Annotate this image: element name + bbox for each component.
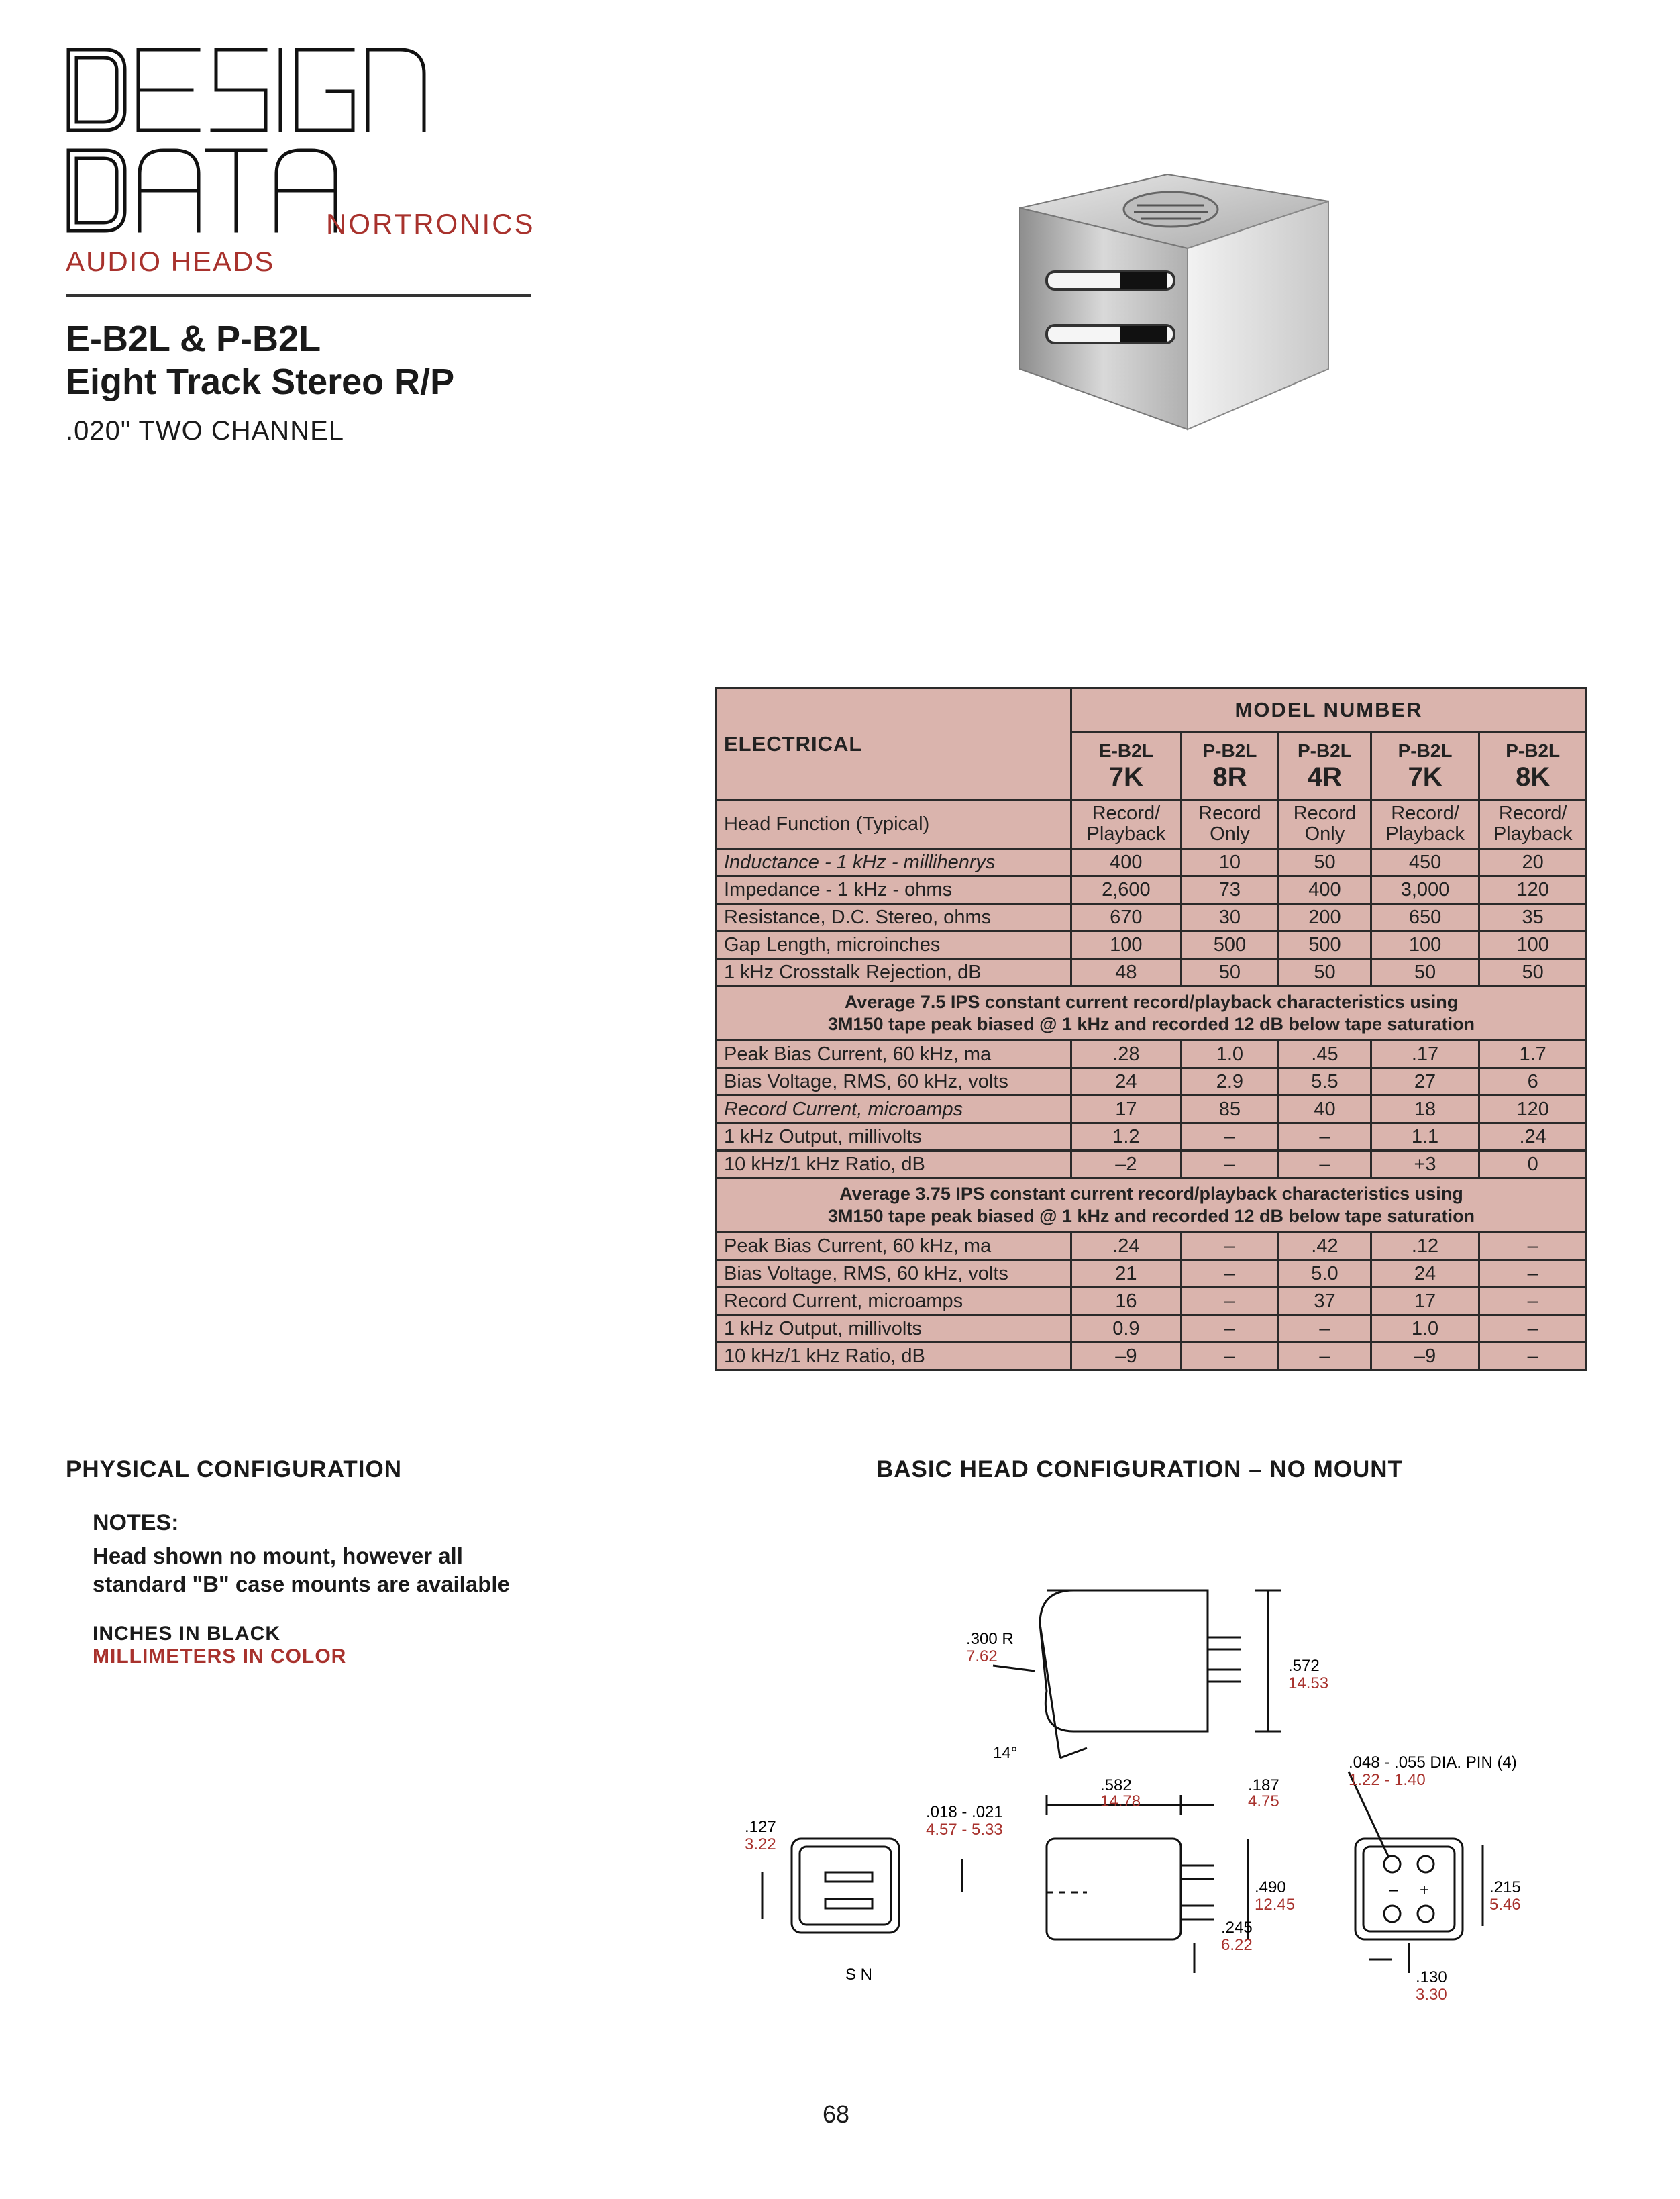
table-row: Inductance - 1 kHz - millihenrys 400 10 50 450 20 bbox=[717, 849, 1587, 876]
basic-config-title: BASIC HEAD CONFIGURATION – NO MOUNT bbox=[876, 1456, 1403, 1482]
table-row: Resistance, D.C. Stereo, ohms 670 30 200 650 35 bbox=[717, 904, 1587, 931]
svg-text:14.53: 14.53 bbox=[1288, 1674, 1329, 1692]
svg-text:.245: .245 bbox=[1221, 1919, 1253, 1937]
svg-text:7.62: 7.62 bbox=[966, 1647, 998, 1666]
section-note-375ips: Average 3.75 IPS constant current record/playback characteristics using 3M150 tape peak biased @ 1 kHz and recorded 12 dB below tape saturation bbox=[717, 1178, 1587, 1233]
svg-text:+: + bbox=[1420, 1881, 1430, 1899]
svg-text:–: – bbox=[1389, 1881, 1398, 1899]
units-mm-label: MILLIMETERS IN COLOR bbox=[93, 1645, 347, 1668]
svg-text:12.45: 12.45 bbox=[1255, 1896, 1296, 1914]
svg-text:3.30: 3.30 bbox=[1416, 1986, 1447, 2004]
table-row: Head Function (Typical) Record/ Playback Record Only Record Only Record/ Playback Record/ Playback bbox=[717, 800, 1587, 849]
svg-text:.572: .572 bbox=[1288, 1657, 1320, 1675]
svg-text:.127: .127 bbox=[745, 1818, 776, 1836]
category-label: AUDIO HEADS bbox=[66, 246, 275, 277]
electrical-spec-table bbox=[715, 687, 1587, 1371]
table-row: 10 kHz/1 kHz Ratio, dB –9 – – –9 – bbox=[717, 1343, 1587, 1370]
page-number: 68 bbox=[823, 2100, 850, 2128]
section-note-75ips: Average 7.5 IPS constant current record/playback characteristics using 3M150 tape peak biased @ 1 kHz and recorded 12 dB below tape saturation bbox=[717, 986, 1587, 1041]
table-row: Record Current, microamps 16 – 37 17 – bbox=[717, 1288, 1587, 1315]
svg-text:3.22: 3.22 bbox=[745, 1835, 776, 1853]
head-photo bbox=[993, 148, 1342, 436]
electrical-header: ELECTRICAL bbox=[717, 688, 1071, 800]
table-row: Record Current, microamps 17 85 40 18 120 bbox=[717, 1096, 1587, 1123]
track-spec: .020" TWO CHANNEL bbox=[66, 416, 345, 446]
svg-text:4.57 - 5.33: 4.57 - 5.33 bbox=[926, 1821, 1003, 1839]
brand-name: NORTRONICS bbox=[326, 208, 535, 240]
svg-text:.215: .215 bbox=[1489, 1878, 1521, 1896]
model-subtitle: Eight Track Stereo R/P bbox=[66, 362, 455, 402]
notes-line: Head shown no mount, however all bbox=[93, 1543, 463, 1568]
notes-heading: NOTES: bbox=[93, 1510, 179, 1535]
svg-text:.018 - .021: .018 - .021 bbox=[926, 1803, 1003, 1821]
model-column-header: P-B2L 4R bbox=[1279, 732, 1371, 800]
table-row: 1 kHz Output, millivolts 1.2 – – 1.1 .24 bbox=[717, 1123, 1587, 1151]
svg-text:.300 R: .300 R bbox=[966, 1630, 1014, 1648]
units-inches-label: INCHES IN BLACK bbox=[93, 1623, 281, 1645]
svg-text:1.22 - 1.40: 1.22 - 1.40 bbox=[1349, 1771, 1426, 1789]
table-row: Peak Bias Current, 60 kHz, ma .24 – .42 .12 – bbox=[717, 1233, 1587, 1260]
header-rule bbox=[66, 294, 531, 297]
table-row: Bias Voltage, RMS, 60 kHz, volts 24 2.9 5.5 27 6 bbox=[717, 1068, 1587, 1096]
svg-text:.048 - .055 DIA. PIN (4): .048 - .055 DIA. PIN (4) bbox=[1349, 1753, 1517, 1772]
table-row: Bias Voltage, RMS, 60 kHz, volts 21 – 5.0 24 – bbox=[717, 1260, 1587, 1288]
table-row: 10 kHz/1 kHz Ratio, dB –2 – – +3 0 bbox=[717, 1151, 1587, 1178]
svg-text:6.22: 6.22 bbox=[1221, 1936, 1253, 1954]
table-row: 1 kHz Crosstalk Rejection, dB 48 50 50 50 50 bbox=[717, 959, 1587, 986]
svg-text:.187: .187 bbox=[1248, 1776, 1279, 1794]
model-column-header: P-B2L 8R bbox=[1181, 732, 1279, 800]
svg-text:4.75: 4.75 bbox=[1248, 1792, 1279, 1810]
svg-text:S N: S N bbox=[845, 1965, 873, 1984]
notes-line: standard "B" case mounts are available bbox=[93, 1572, 510, 1596]
svg-text:14.78: 14.78 bbox=[1100, 1792, 1141, 1810]
head-dimension-drawing bbox=[725, 1577, 1570, 2006]
model-title: E-B2L & P-B2L bbox=[66, 319, 321, 359]
physical-config-title: PHYSICAL CONFIGURATION bbox=[66, 1456, 402, 1482]
table-row: Gap Length, microinches 100 500 500 100 100 bbox=[717, 931, 1587, 959]
table-row: Impedance - 1 kHz - ohms 2,600 73 400 3,000 120 bbox=[717, 876, 1587, 904]
svg-text:.130: .130 bbox=[1416, 1968, 1447, 1986]
model-column-header: P-B2L 8K bbox=[1479, 732, 1587, 800]
svg-text:14°: 14° bbox=[993, 1744, 1018, 1762]
table-row: 1 kHz Output, millivolts 0.9 – – 1.0 – bbox=[717, 1315, 1587, 1343]
svg-text:5.46: 5.46 bbox=[1489, 1896, 1521, 1914]
model-column-header: P-B2L 7K bbox=[1371, 732, 1479, 800]
svg-text:.582: .582 bbox=[1100, 1776, 1132, 1794]
table-row: Peak Bias Current, 60 kHz, ma .28 1.0 .45 .17 1.7 bbox=[717, 1041, 1587, 1068]
model-column-header: E-B2L 7K bbox=[1071, 732, 1182, 800]
model-number-header: MODEL NUMBER bbox=[1071, 688, 1587, 732]
svg-text:.490: .490 bbox=[1255, 1878, 1286, 1896]
